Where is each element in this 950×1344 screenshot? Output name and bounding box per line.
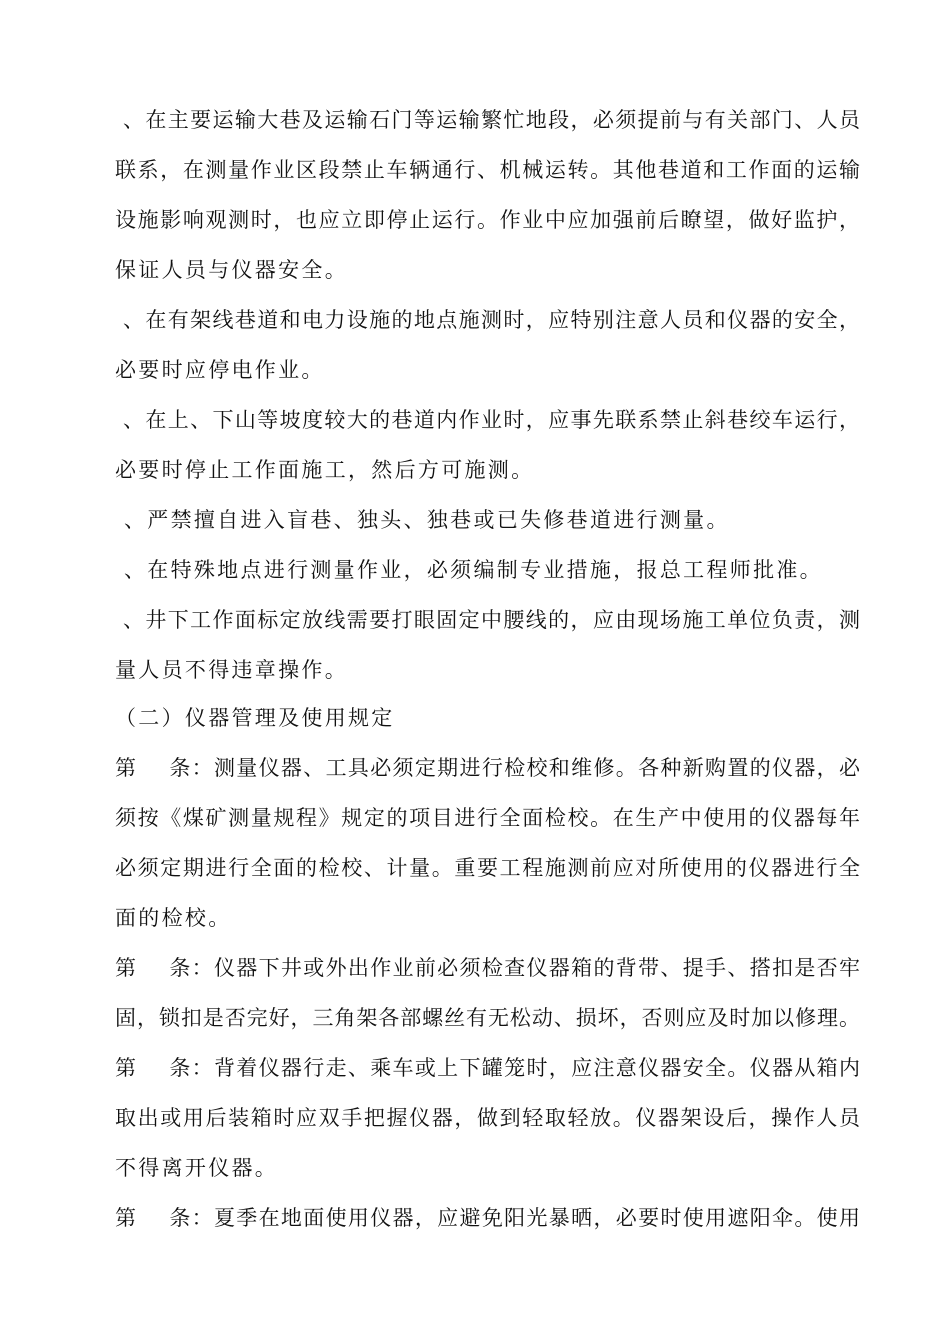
text-line: 取出或用后装箱时应双手把握仪器，做到轻取轻放。仪器架设后，操作人员 [115,1106,860,1130]
text-line: 联系，在测量作业区段禁止车辆通行、机械运转。其他巷道和工作面的运输 [115,158,860,182]
text-line: 面的检校。 [115,906,232,930]
text-line: 第 条：仪器下井或外出作业前必须检查仪器箱的背带、提手、搭扣是否牢 [115,956,860,980]
text-line: 固，锁扣是否完好，三角架各部螺丝有无松动、损坏，否则应及时加以修理。 [115,1006,860,1030]
text-line: 、在上、下山等坡度较大的巷道内作业时，应事先联系禁止斜巷绞车运行， [115,408,860,432]
text-line: 、在主要运输大巷及运输石门等运输繁忙地段，必须提前与有关部门、人员 [115,108,860,132]
text-line: 保证人员与仪器安全。 [115,258,348,282]
text-line: 量人员不得违章操作。 [115,658,348,682]
text-line: 须按《煤矿测量规程》规定的项目进行全面检校。在生产中使用的仪器每年 [115,806,860,830]
text-line: 必要时应停电作业。 [115,358,325,382]
text-line: 、严禁擅自进入盲巷、独头、独巷或已失修巷道进行测量。 [115,508,730,532]
text-line: 必要时停止工作面施工，然后方可施测。 [115,458,535,482]
text-line: 必须定期进行全面的检校、计量。重要工程施测前应对所使用的仪器进行全 [115,856,860,880]
text-line: 、井下工作面标定放线需要打眼固定中腰线的，应由现场施工单位负责，测 [115,608,860,632]
text-line: 设施影响观测时，也应立即停止运行。作业中应加强前后瞭望，做好监护， [115,208,860,232]
text-line: 、在有架线巷道和电力设施的地点施测时，应特别注意人员和仪器的安全， [115,308,860,332]
text-line: 第 条：背着仪器行走、乘车或上下罐笼时，应注意仪器安全。仪器从箱内 [115,1056,860,1080]
text-line: 不得离开仪器。 [115,1156,279,1180]
text-line: 第 条：测量仪器、工具必须定期进行检校和维修。各种新购置的仪器，必 [115,756,860,780]
text-line: 第 条：夏季在地面使用仪器，应避免阳光暴晒，必要时使用遮阳伞。使用 [115,1206,860,1230]
text-line: 、在特殊地点进行测量作业，必须编制专业措施，报总工程师批准。 [115,558,823,582]
text-line: （二）仪器管理及使用规定 [115,706,395,730]
